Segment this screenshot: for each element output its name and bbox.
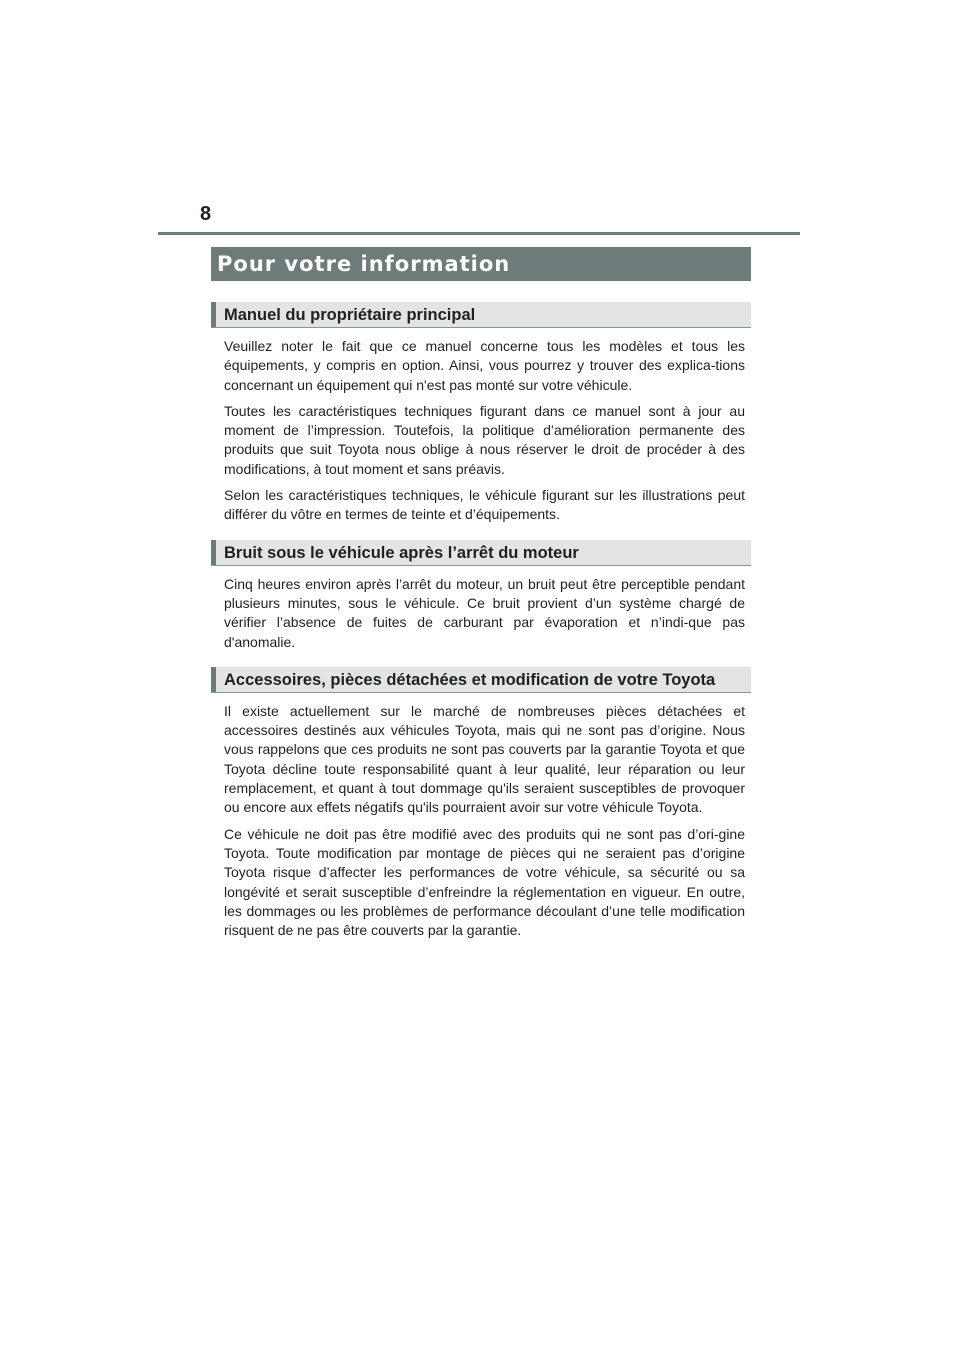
section-accessories-parts	[211, 667, 751, 941]
page-content	[211, 302, 751, 947]
section-body	[211, 337, 751, 525]
header-rule	[158, 232, 800, 235]
paragraph: Cinq heures environ après l’arrêt du moteur, un bruit peut être perceptible pendant plusieurs minutes, sous le véhicule. Ce bruit provient d’un système chargé de vérifier l’absence de fuites de carburant par évaporation et n’indi-que pas d'anomalie.	[224, 575, 745, 650]
section-body	[211, 702, 751, 941]
section-noise-after-engine-stop	[211, 540, 751, 652]
section-heading: Bruit sous le véhicule après l’arrêt du moteur	[211, 540, 751, 566]
paragraph: Ce véhicule ne doit pas être modifié avec des produits qui ne sont pas d’ori-gine Toyota. Toute modification par montage de pièces qui ne seraient pas d’origine Toyota risque d’affecter les performances de votre véhicule, sa sécurité ou sa longévité et serait susceptible d’enfreindre la réglementation en vigueur. En outre, les dommages ou les problèmes de performance découlant d’une telle modification risquent de ne pas être couverts par la garantie.	[224, 825, 745, 939]
section-heading: Accessoires, pièces détachées et modification de votre Toyota	[211, 667, 751, 693]
paragraph: Il existe actuellement sur le marché de nombreuses pièces détachées et accessoires destinés aux véhicules Toyota, mais qui ne sont pas d’origine. Nous vous rappelons que ces produits ne sont pas couverts par la garantie Toyota et que Toyota décline toute responsabilité quant à leur qualité, leur réparation ou leur remplacement, et quant à tout dommage qu'ils seraient susceptibles de provoquer ou encore aux effets négatifs qu'ils pourraient avoir sur votre véhicule Toyota.	[224, 702, 745, 816]
paragraph: Selon les caractéristiques techniques, le véhicule figurant sur les illustrations peut différer du vôtre en termes de teinte et d’équipements.	[224, 487, 745, 523]
page-title: Pour votre information	[211, 247, 751, 281]
paragraph: Toutes les caractéristiques techniques figurant dans ce manuel sont à jour au moment de l’impression. Toutefois, la politique d’amélioration permanente des produits que suit Toyota nous oblige à nous réserver le droit de procéder à des modifications, à tout moment et sans préavis.	[224, 402, 745, 477]
paragraph: Veuillez noter le fait que ce manuel concerne tous les modèles et tous les équipements, y compris en option. Ainsi, vous pourrez y trouver des explica-tions concernant un équipement qui n'est pas monté sur votre véhicule.	[224, 338, 745, 393]
section-body	[211, 575, 751, 652]
section-owners-manual	[211, 302, 751, 525]
section-heading: Manuel du propriétaire principal	[211, 302, 751, 328]
page-number: 8	[200, 203, 212, 225]
